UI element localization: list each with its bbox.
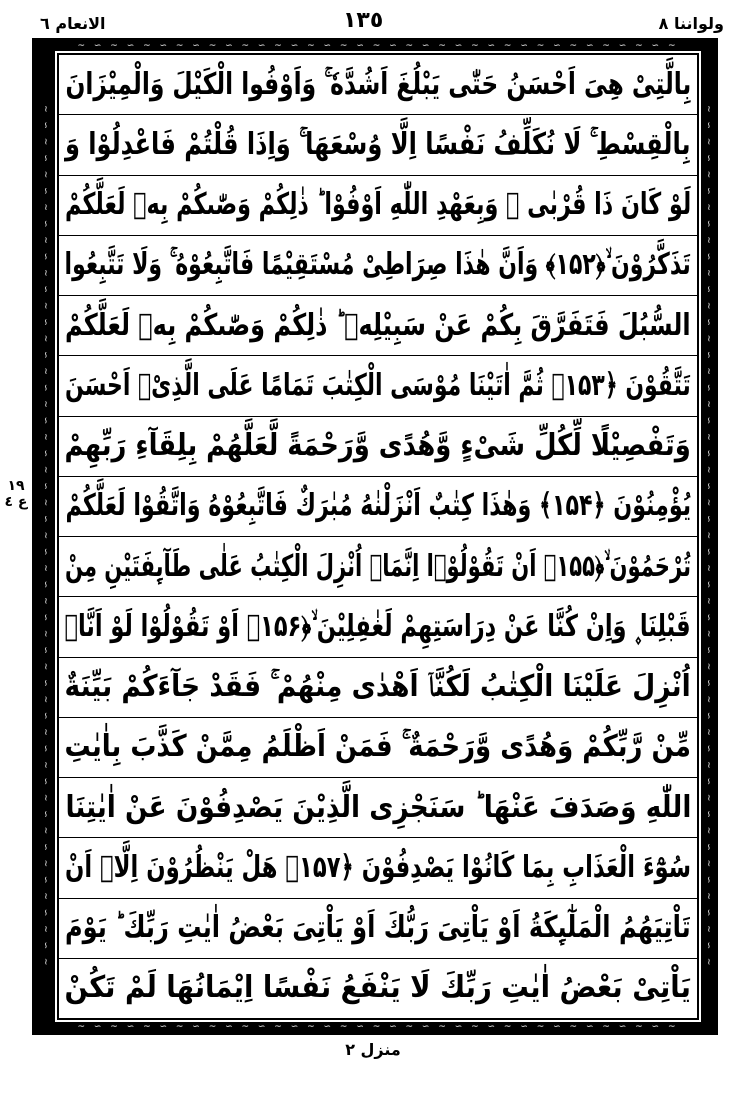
text-line: [59, 477, 697, 537]
line-text: تَاْتِیَهُمُ الْمَلٰٓىِٕكَةُ اَوْ یَاْتِیَ رَبُّكَ اَوْ یَاْتِیَ بَعْضُ اٰیٰتِ رَبِّكَ ؕ یَوْمَ: [65, 910, 691, 946]
line-text: لَوْ كَانَ ذَا قُرْبٰی ۚ وَبِعَهْدِ اللّٰهِ اَوْفُوْا ؕ ذٰلِكُمْ وَصّٰىكُمْ بِهٖ لَعَلَّكُمْ: [64, 187, 692, 223]
line-text: وَتَفْصِیْلًا لِّكُلِّ شَیْءٍ وَّهُدًی وَّرَحْمَةً لَّعَلَّهُمْ بِلِقَآءِ رَبِّهِمْ: [64, 428, 692, 464]
line-text: سُوْٓءَ الْعَذَابِ بِمَا كَانُوْا یَصْدِفُوْنَ ﴿۱۵۷﴾ هَلْ یَنْظُرُوْنَ اِلَّاۤ اَنْ: [64, 849, 692, 885]
text-line: [59, 356, 697, 416]
line-text: مِّنْ رَّبِّكُمْ وَهُدًی وَّرَحْمَةٌ ۚ فَمَنْ اَظْلَمُ مِمَّنْ كَذَّبَ بِاٰیٰتِ: [64, 729, 692, 765]
frame-border-top: [35, 41, 715, 51]
ornament-icon: ~ ∽ ~ ∽ ~ ∽ ~ ∽ ~ ∽ ~ ∽ ~ ∽ ~ ∽ ~ ∽ ~ ∽ ~ ∽ ~ ∽ ~ ∽ ~ ∽ ~ ∽ ~ ∽ ~ ∽ ~ ∽ ~: [77, 41, 679, 51]
juz-name-label: ولواننا ٨: [658, 14, 724, 33]
text-line: [59, 718, 697, 778]
text-line: [59, 55, 697, 115]
text-line: [59, 296, 697, 356]
verse-text-area: [57, 53, 699, 1020]
ornament-icon: ~ ∽ ~ ∽ ~ ∽ ~ ∽ ~ ∽ ~ ∽ ~ ∽ ~ ∽ ~ ∽ ~ ∽ ~ ∽ ~ ∽ ~ ∽ ~ ∽ ~ ∽ ~ ∽ ~ ∽ ~ ∽ ~: [77, 1022, 679, 1032]
line-text: تَتَّقُوْنَ ﴿۱۵۳﴾ ثُمَّ اٰتَیْنَا مُوْسَی الْكِتٰبَ تَمَامًا عَلَی الَّذِیْۤ اَحْسَنَ: [65, 367, 691, 403]
frame-border-bottom: [35, 1022, 715, 1032]
text-line: [59, 899, 697, 959]
line-text: بِالَّتِیْ هِیَ اَحْسَنُ حَتّٰی یَبْلُغَ اَشُدَّهٗ ۚ وَاَوْفُوا الْكَیْلَ وَالْمِیْزَانَ: [65, 66, 691, 102]
text-line: [59, 417, 697, 477]
ruku-marker: ١٩ ع ٤: [4, 478, 28, 510]
text-line: [59, 597, 697, 657]
text-line: [59, 778, 697, 838]
line-text: تَذَكَّرُوْنَ ۙ﴿۱۵۲﴾ وَاَنَّ هٰذَا صِرَاطِیْ مُسْتَقِیْمًا فَاتَّبِعُوْهُ ۚ وَلَا تَتَّبِعُوا: [64, 247, 692, 283]
ornament-icon: ~ ∽ ~ ∽ ~ ∽ ~ ∽ ~ ∽ ~ ∽ ~ ∽ ~ ∽ ~ ∽ ~ ∽ ~ ∽ ~ ∽ ~ ∽ ~ ∽ ~ ∽ ~ ∽ ~ ∽ ~ ∽ ~ ∽ ~ ∽ ~ ∽ ~ ∽ ~ ∽ ~ ∽ ~ ∽ ~ ∽ ~: [40, 104, 50, 969]
page-header: [0, 8, 746, 38]
text-line: [59, 838, 697, 898]
line-text: اُنْزِلَ عَلَیْنَا الْكِتٰبُ لَكُنَّاۤ اَهْدٰی مِنْهُمْ ۚ فَقَدْ جَآءَكُمْ بَیِّنَةٌ: [64, 669, 692, 705]
line-text: یُؤْمِنُوْنَ ﴿۱۵۴﴾ وَهٰذَا كِتٰبٌ اَنْزَلْنٰهُ مُبٰرَكٌ فَاتَّبِعُوْهُ وَاتَّقُوْا لَعَلَّكُمْ: [65, 488, 691, 524]
ornament-icon: ~ ∽ ~ ∽ ~ ∽ ~ ∽ ~ ∽ ~ ∽ ~ ∽ ~ ∽ ~ ∽ ~ ∽ ~ ∽ ~ ∽ ~ ∽ ~ ∽ ~ ∽ ~ ∽ ~ ∽ ~ ∽ ~ ∽ ~ ∽ ~ ∽ ~ ∽ ~ ∽ ~ ∽ ~ ∽ ~ ∽ ~: [703, 104, 713, 969]
text-line: [59, 537, 697, 597]
line-text: بِالْقِسْطِ ۚ لَا نُكَلِّفُ نَفْسًا اِلَّا وُسْعَهَا ۚ وَاِذَا قُلْتُمْ فَاعْدِلُوْا وَ: [65, 126, 691, 162]
line-text: تُرْحَمُوْنَ ۙ﴿۱۵۵﴾ اَنْ تَقُوْلُوْۤا اِنَّمَاۤ اُنْزِلَ الْكِتٰبُ عَلٰی طَآىِٕفَتَیْنِ مِنْ: [64, 548, 691, 584]
text-line: [59, 658, 697, 718]
text-line: [59, 176, 697, 236]
line-text: اللّٰهِ وَصَدَفَ عَنْهَا ؕ سَنَجْزِی الَّذِیْنَ یَصْدِفُوْنَ عَنْ اٰیٰتِنَا: [65, 789, 691, 825]
text-line: [59, 959, 697, 1018]
text-line: [59, 236, 697, 296]
line-text: قَبْلِنَا ۪ وَاِنْ كُنَّا عَنْ دِرَاسَتِهِمْ لَغٰفِلِیْنَ ۙ﴿۱۵۶﴾ اَوْ تَقُوْلُوْا لَوْ اَنَّاۤ: [64, 608, 691, 644]
line-text: یَاْتِیْ بَعْضُ اٰیٰتِ رَبِّكَ لَا یَنْفَعُ نَفْسًا اِیْمَانُهَا لَمْ تَكُنْ: [64, 970, 692, 1006]
frame-border-right: [701, 41, 715, 1032]
page-frame: [32, 38, 718, 1035]
line-text: السُّبُلَ فَتَفَرَّقَ بِكُمْ عَنْ سَبِیْلِهٖ ؕ ذٰلِكُمْ وَصّٰىكُمْ بِهٖ لَعَلَّكُمْ: [65, 307, 691, 343]
page-number: ١٣٥: [343, 8, 384, 33]
frame-border-left: [35, 41, 55, 1032]
manzil-footer: منزل ٢: [345, 1040, 401, 1059]
text-line: [59, 115, 697, 175]
surah-name-label: الانعام ٦: [40, 14, 106, 33]
